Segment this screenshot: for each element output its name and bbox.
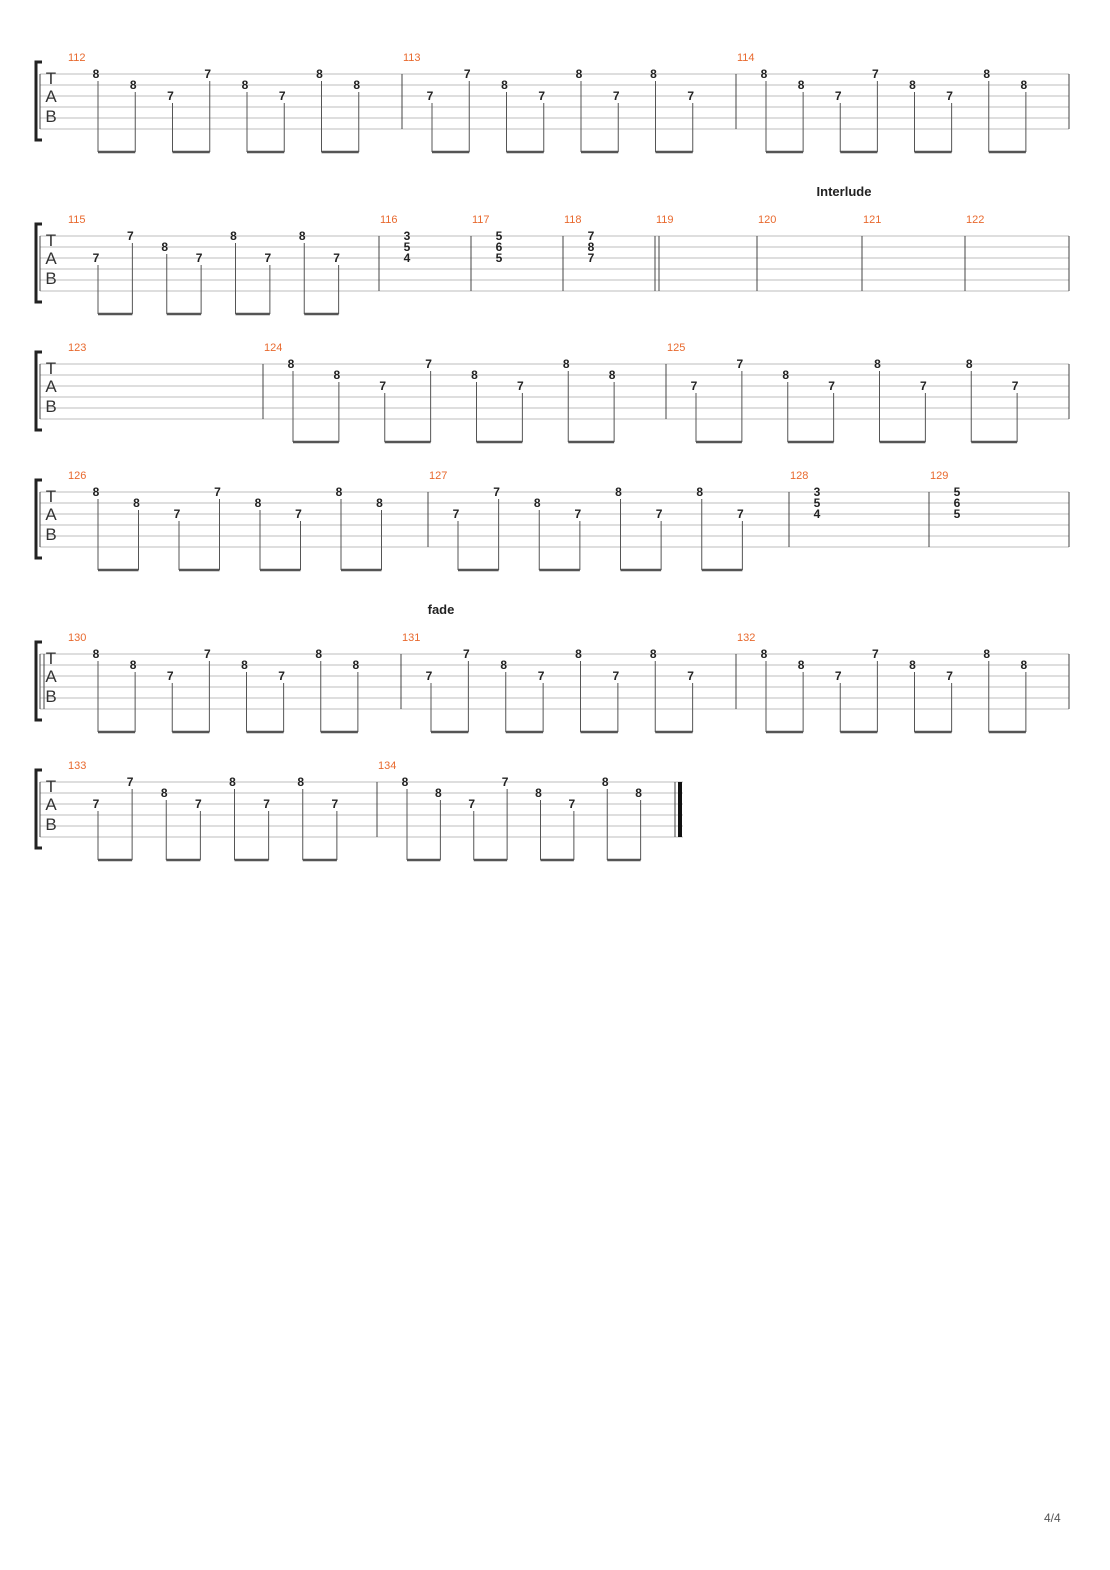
- fret-number: 8: [649, 647, 657, 661]
- tab-system: [36, 184, 1069, 314]
- fret-number: 7: [468, 797, 476, 811]
- fret-number: 7: [92, 251, 100, 265]
- tab-clef-letter: T: [45, 487, 57, 506]
- fret-number: 7: [295, 507, 302, 521]
- chord-fret-number: 6: [953, 496, 961, 510]
- fret-number: 8: [92, 67, 100, 81]
- fret-number: 8: [333, 368, 341, 382]
- fret-number: 7: [538, 89, 546, 103]
- fret-number: 8: [797, 78, 805, 92]
- tab-clef-letter: T: [45, 359, 57, 378]
- chord-fret-number: 3: [813, 485, 821, 499]
- measure-number: 130: [68, 632, 87, 644]
- fret-number: 8: [983, 67, 991, 81]
- fret-number: 7: [127, 229, 134, 243]
- fret-number: 8: [501, 78, 508, 92]
- fret-number: 7: [736, 357, 744, 371]
- tab-clef-letter: A: [45, 249, 57, 268]
- fret-number: 7: [278, 89, 286, 103]
- fret-number: 7: [872, 647, 879, 661]
- fret-number: 7: [493, 485, 500, 499]
- chord-fret-number: 3: [403, 229, 411, 243]
- tab-clef-letter: B: [45, 815, 57, 834]
- measure-number: 126: [68, 470, 87, 482]
- fret-number: 8: [615, 485, 622, 499]
- fret-number: 7: [737, 507, 744, 521]
- fret-number: 8: [435, 786, 442, 800]
- fret-number: 8: [760, 647, 768, 661]
- fret-number: 7: [166, 669, 174, 683]
- tab-system: [36, 342, 1069, 442]
- tab-clef-letter: A: [45, 795, 57, 814]
- tab-system: [36, 470, 1069, 570]
- measure-number: 129: [930, 470, 949, 482]
- fret-number: 7: [687, 89, 695, 103]
- chord-fret-number: 5: [953, 485, 961, 499]
- fret-number: 8: [316, 67, 323, 81]
- fret-number: 7: [331, 797, 339, 811]
- fret-number: 8: [92, 647, 100, 661]
- measure-number: 131: [402, 632, 421, 644]
- fret-number: 8: [376, 496, 383, 510]
- fret-number: 7: [452, 507, 460, 521]
- fret-number: 7: [920, 379, 927, 393]
- fret-number: 8: [401, 775, 409, 789]
- fret-number: 7: [333, 251, 340, 265]
- fret-number: 8: [965, 357, 973, 371]
- chord-fret-number: 8: [587, 240, 595, 254]
- tab-clef-letter: A: [45, 87, 57, 106]
- fret-number: 8: [352, 658, 360, 672]
- fret-number: 7: [173, 507, 181, 521]
- tab-clef-letter: A: [45, 377, 57, 396]
- tab-clef-letter: T: [45, 69, 57, 88]
- chord-fret-number: 4: [813, 507, 821, 521]
- fret-number: 7: [426, 89, 434, 103]
- measure-number: 125: [667, 342, 686, 354]
- fret-number: 8: [133, 496, 140, 510]
- fret-number: 7: [263, 797, 270, 811]
- section-label: Interlude: [816, 184, 872, 199]
- fret-number: 8: [230, 229, 237, 243]
- fret-number: 8: [575, 67, 583, 81]
- fret-number: 7: [1011, 379, 1019, 393]
- fret-number: 7: [463, 67, 471, 81]
- fret-number: 8: [1020, 658, 1028, 672]
- fret-number: 8: [760, 67, 768, 81]
- fret-number: 7: [501, 775, 509, 789]
- fret-number: 7: [655, 507, 663, 521]
- fret-number: 7: [463, 647, 470, 661]
- fret-number: 8: [874, 357, 881, 371]
- chord-fret-number: 5: [495, 229, 503, 243]
- fret-number: 7: [834, 669, 842, 683]
- fret-number: 7: [828, 379, 835, 393]
- tab-clef-letter: T: [45, 649, 57, 668]
- chord-fret-number: 7: [587, 229, 595, 243]
- fret-number: 7: [425, 357, 432, 371]
- measure-number: 127: [429, 470, 448, 482]
- fret-number: 7: [612, 89, 620, 103]
- fret-number: 8: [92, 485, 100, 499]
- fret-number: 8: [335, 485, 343, 499]
- fret-number: 8: [287, 357, 295, 371]
- chord-fret-number: 5: [403, 240, 411, 254]
- fret-number: 8: [696, 485, 704, 499]
- measure-number: 119: [656, 214, 674, 226]
- chord-fret-number: 7: [587, 251, 595, 265]
- fret-number: 8: [1020, 78, 1028, 92]
- tab-clef-letter: T: [45, 231, 57, 250]
- fret-number: 8: [160, 786, 168, 800]
- measure-number: 120: [758, 214, 777, 226]
- measure-number: 134: [378, 760, 397, 772]
- fret-number: 8: [161, 240, 169, 254]
- fret-number: 8: [533, 496, 541, 510]
- page-number: 4/4: [1044, 1511, 1061, 1525]
- tab-clef-letter: B: [45, 525, 57, 544]
- tab-clef-letter: B: [45, 269, 57, 288]
- fret-number: 8: [241, 78, 249, 92]
- tab-clef-letter: B: [45, 397, 57, 416]
- fret-number: 8: [601, 775, 609, 789]
- fret-number: 7: [946, 89, 953, 103]
- fret-number: 7: [872, 67, 879, 81]
- fret-number: 8: [471, 368, 478, 382]
- fret-number: 8: [575, 647, 582, 661]
- fret-number: 8: [650, 67, 657, 81]
- fret-number: 7: [264, 251, 272, 265]
- fret-number: 8: [909, 658, 916, 672]
- tab-system: [36, 602, 1069, 732]
- fret-number: 8: [229, 775, 236, 789]
- measure-number: 133: [68, 760, 87, 772]
- fret-number: 7: [946, 669, 953, 683]
- fret-number: 7: [278, 669, 285, 683]
- measure-number: 132: [737, 632, 756, 644]
- section-label: fade: [427, 602, 455, 617]
- fret-number: 8: [500, 658, 508, 672]
- fret-number: 7: [167, 89, 174, 103]
- measure-number: 122: [966, 214, 985, 226]
- tab-clef-letter: B: [45, 107, 57, 126]
- fret-number: 8: [562, 357, 570, 371]
- measure-number: 115: [68, 214, 86, 226]
- fret-number: 7: [517, 379, 524, 393]
- fret-number: 8: [298, 229, 306, 243]
- final-barline: [678, 782, 682, 837]
- fret-number: 8: [983, 647, 991, 661]
- fret-number: 7: [195, 797, 202, 811]
- tab-clef-letter: A: [45, 667, 57, 686]
- fret-number: 8: [129, 658, 137, 672]
- fret-number: 7: [195, 251, 203, 265]
- measure-number: 117: [472, 214, 490, 226]
- fret-number: 7: [214, 485, 221, 499]
- measure-number: 121: [863, 214, 882, 226]
- measure-number: 128: [790, 470, 809, 482]
- measure-number: 113: [403, 52, 421, 64]
- fret-number: 7: [537, 669, 545, 683]
- measure-number: 118: [564, 214, 582, 226]
- chord-fret-number: 5: [813, 496, 821, 510]
- fret-number: 8: [297, 775, 305, 789]
- fret-number: 8: [797, 658, 805, 672]
- fret-number: 8: [535, 786, 542, 800]
- tab-clef-letter: A: [45, 505, 57, 524]
- chord-fret-number: 5: [953, 507, 961, 521]
- tab-system: [36, 52, 1069, 152]
- fret-number: 8: [782, 368, 790, 382]
- fret-number: 7: [425, 669, 433, 683]
- fret-number: 7: [687, 669, 694, 683]
- measure-number: 116: [380, 214, 398, 226]
- tab-system: [36, 760, 683, 860]
- fret-number: 7: [612, 669, 620, 683]
- chord-fret-number: 5: [495, 251, 503, 265]
- fret-number: 7: [379, 379, 387, 393]
- chord-fret-number: 4: [403, 251, 411, 265]
- fret-number: 7: [204, 647, 211, 661]
- tab-clef-letter: T: [45, 777, 57, 796]
- tab-clef-letter: B: [45, 687, 57, 706]
- fret-number: 8: [241, 658, 248, 672]
- chord-fret-number: 6: [495, 240, 503, 254]
- fret-number: 7: [574, 507, 582, 521]
- fret-number: 7: [92, 797, 100, 811]
- fret-number: 8: [129, 78, 137, 92]
- fret-number: 8: [254, 496, 262, 510]
- fret-number: 7: [834, 89, 842, 103]
- fret-number: 8: [353, 78, 361, 92]
- fret-number: 7: [126, 775, 134, 789]
- fret-number: 7: [204, 67, 212, 81]
- measure-number: 124: [264, 342, 283, 354]
- measure-number: 112: [68, 52, 86, 64]
- fret-number: 7: [690, 379, 698, 393]
- fret-number: 8: [315, 647, 323, 661]
- fret-number: 8: [608, 368, 616, 382]
- measure-number: 123: [68, 342, 87, 354]
- fret-number: 8: [635, 786, 642, 800]
- measure-number: 114: [737, 52, 755, 64]
- fret-number: 8: [909, 78, 916, 92]
- fret-number: 7: [568, 797, 576, 811]
